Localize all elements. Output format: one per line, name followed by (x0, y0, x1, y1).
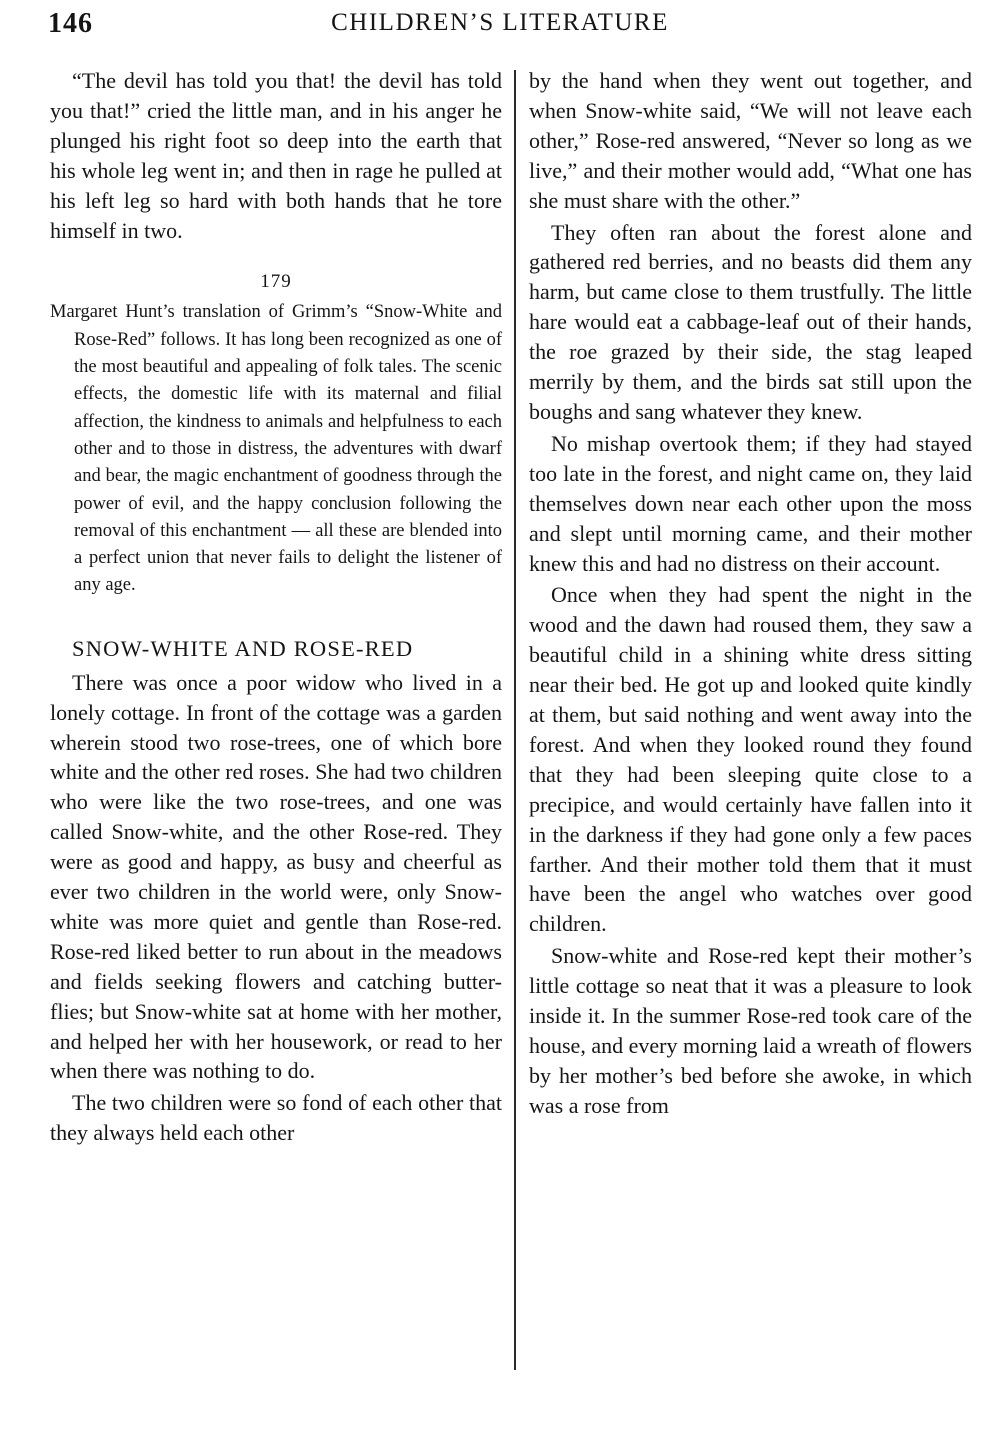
paragraph: The two children were so fond of each other that they always held each other (50, 1090, 502, 1146)
paragraph: Once when they had spent the night in the wood and the dawn had roused them, they saw a beautiful child in a shining white dress sitting near their bed. He got up and looked quite kindly at them, but said nothing and went away into the forest. And when they looked round they found that they had been sleeping quite close to a precipice, and would certainly have fallen into it in the darkness if they had gone only a few paces farther. And their mother told them that it must have been the angel who watches over good children. (529, 582, 972, 937)
right-column (529, 66, 972, 1121)
left-column (50, 66, 502, 1148)
running-head: CHILDREN’S LITERATURE (331, 9, 669, 36)
paragraph: They often ran about the forest alone and gathered red berries, and no beasts did them any harm, but came close to them trustfully. The little hare would eat a cabbage-leaf out of their hands, the roe grazed by their side, the stag leaped merrily by them, and the birds sat still upon the boughs and sang whatever they knew. (529, 219, 972, 424)
paragraph: by the hand when they went out together, and when Snow-white said, “We will not leave each other,” Rose-red answered, “Never so long as we live,” and their mother would add, “What one has she must share with the other.” (529, 68, 972, 213)
section-number: 179 (260, 271, 292, 293)
paragraph: There was once a poor widow who lived in a lonely cottage. In front of the cottage was a garden wherein stood two rose-trees, one of which bore white and the other red roses. She had two children who were like the two rose-trees, and one was called Snow-white, and the other Rose-red. They were as good and happy, as busy and cheerful as ever two children in the world were, only Snow-white was more quiet and gentle than Rose-red. Rose-red liked better to run about in the meadows and fields seeking flowers and catching butter-flies; but Snow-white sat at home with her mother, and helped her with her housework, or read to her when there was nothing to do. (50, 669, 502, 1084)
story-title: SNOW-WHITE AND ROSE-RED (72, 635, 414, 661)
paragraph: No mishap overtook them; if they had stayed too late in the forest, and night came on, they laid themselves down near each other upon the moss and slept until morning came, and their mother knew this and had no distress on their account. (529, 430, 972, 576)
intro-note: Margaret Hunt’s translation of Grimm’s “Snow-White and Rose-Red” follows. It has long been recognized as one of the most beautiful and appealing of folk tales. The scenic effects, the domestic life with its maternal and filial affection, the kindness to animals and helpfulness to each other and to those in distress, the adventures with dwarf and bear, the magic enchantment of goodness through the power of evil, and the happy conclusion following the removal of this enchantment — all these are blended into a perfect union that never fails to delight the listener of any age. (50, 302, 502, 596)
paragraph: Snow-white and Rose-red kept their mother’s little cottage so neat that it was a pleasure to look inside it. In the summer Rose-red took care of the house, and every morning laid a wreath of flowers by her mother’s bed before she awoke, in which was a rose from (529, 943, 972, 1118)
paragraph: “The devil has told you that! the devil has told you that!” cried the little man, and in his anger he plunged his right foot so deep into the earth that his whole leg went in; and then in rage he pulled at his left leg so hard with both hands that he tore himself in two. (50, 68, 502, 243)
page-number: 146 (48, 8, 93, 39)
column-rule (514, 70, 516, 1370)
